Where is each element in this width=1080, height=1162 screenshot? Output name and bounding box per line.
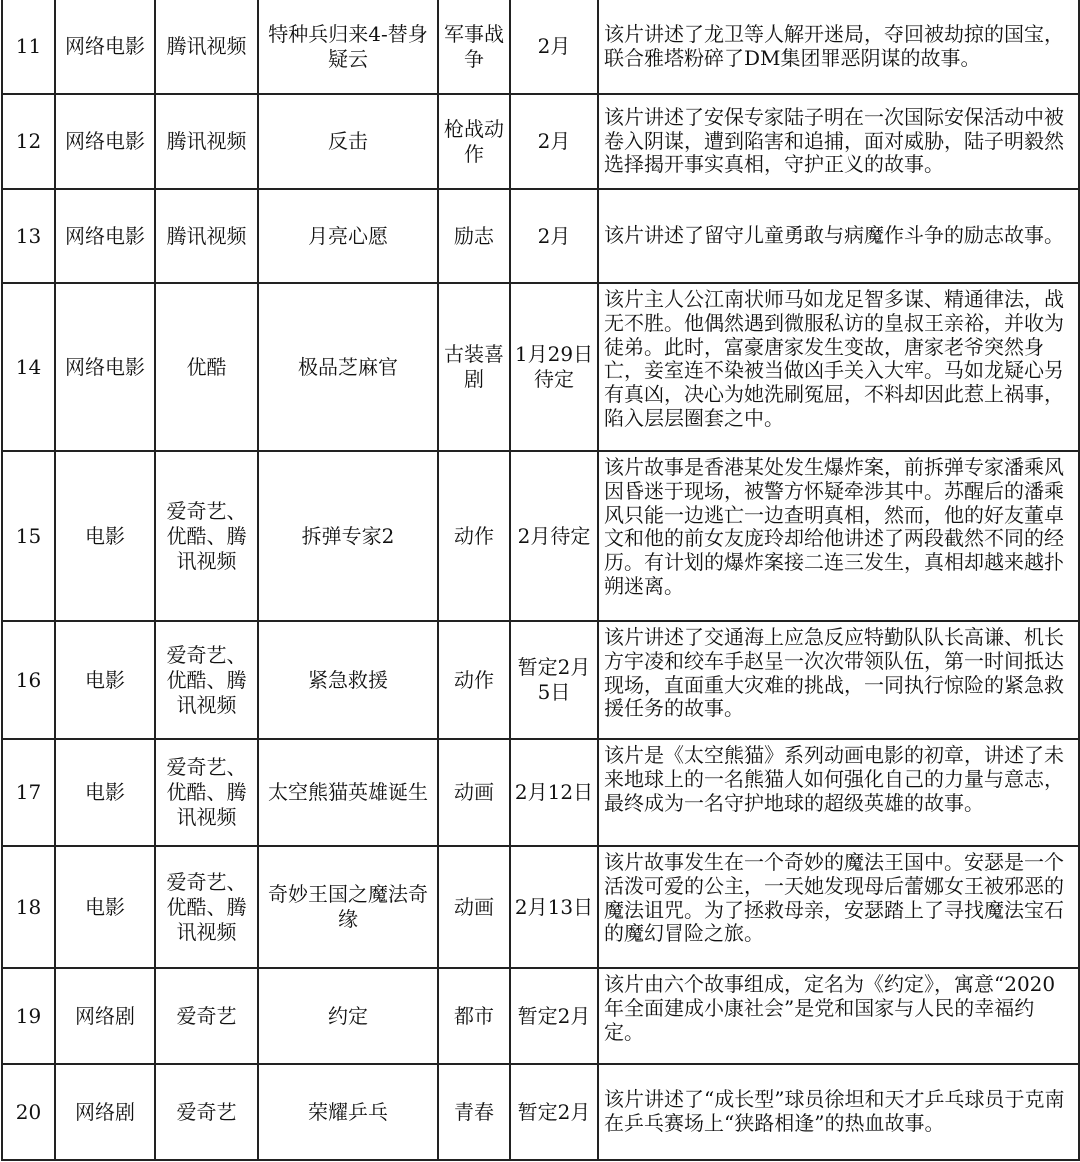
genre: 军事战争 <box>438 0 510 94</box>
synopsis: 该片讲述了留守儿童勇敢与病魔作斗争的励志故事。 <box>598 189 1079 283</box>
synopsis: 该片讲述了交通海上应急反应特勤队队长高谦、机长方宇凌和绞车手赵呈一次次带领队伍，第一时间抵达现场，直面重大灾难的挑战，一同执行惊险的紧急救援任务的故事。 <box>598 621 1079 739</box>
content-type: 电影 <box>55 846 155 968</box>
title: 特种兵归来4-替身疑云 <box>258 0 438 94</box>
content-type: 网络剧 <box>55 968 155 1064</box>
release-date: 2月12日 <box>510 739 598 846</box>
table-row <box>2 1064 1079 1160</box>
platform: 爱奇艺 <box>155 1064 258 1160</box>
genre: 枪战动作 <box>438 94 510 189</box>
row-number: 19 <box>2 968 55 1064</box>
table-row <box>2 451 1079 621</box>
table-row <box>2 621 1079 739</box>
table-row <box>2 846 1079 968</box>
release-date: 暂定2月5日 <box>510 621 598 739</box>
platform: 爱奇艺、优酷、腾讯视频 <box>155 846 258 968</box>
synopsis: 该片故事是香港某处发生爆炸案，前拆弹专家潘乘风因昏迷于现场，被警方怀疑牵涉其中。苏醒后的潘乘风只能一边逃亡一边查明真相，然而，他的好友董卓文和他的前女友庞玲却给他讲述了两段截然不同的经历。有计划的爆炸案接二连三发生，真相却越来越扑朔迷离。 <box>598 451 1079 621</box>
platform: 腾讯视频 <box>155 94 258 189</box>
row-number: 13 <box>2 189 55 283</box>
row-number: 18 <box>2 846 55 968</box>
title: 反击 <box>258 94 438 189</box>
title: 拆弹专家2 <box>258 451 438 621</box>
release-date: 2月 <box>510 189 598 283</box>
platform: 爱奇艺 <box>155 968 258 1064</box>
genre: 青春 <box>438 1064 510 1160</box>
row-number: 11 <box>2 0 55 94</box>
release-date: 1月29日待定 <box>510 283 598 451</box>
title: 极品芝麻官 <box>258 283 438 451</box>
platform: 爱奇艺、优酷、腾讯视频 <box>155 621 258 739</box>
title: 太空熊猫英雄诞生 <box>258 739 438 846</box>
synopsis: 该片讲述了“成长型”球员徐坦和天才乒乓球员于克南在乒乓赛场上“狭路相逢”的热血故事。 <box>598 1064 1079 1160</box>
row-number: 17 <box>2 739 55 846</box>
genre: 动画 <box>438 846 510 968</box>
synopsis: 该片是《太空熊猫》系列动画电影的初章，讲述了未来地球上的一名熊猫人如何强化自己的力量与意志，最终成为一名守护地球的超级英雄的故事。 <box>598 739 1079 846</box>
content-type: 电影 <box>55 621 155 739</box>
content-type: 网络电影 <box>55 283 155 451</box>
table-row <box>2 189 1079 283</box>
genre: 动作 <box>438 451 510 621</box>
title: 荣耀乒乓 <box>258 1064 438 1160</box>
release-date: 暂定2月 <box>510 1064 598 1160</box>
row-number: 12 <box>2 94 55 189</box>
row-number: 20 <box>2 1064 55 1160</box>
release-date: 2月 <box>510 0 598 94</box>
title: 紧急救援 <box>258 621 438 739</box>
platform: 腾讯视频 <box>155 0 258 94</box>
genre: 古装喜剧 <box>438 283 510 451</box>
synopsis: 该片故事发生在一个奇妙的魔法王国中。安瑟是一个活泼可爱的公主，一天她发现母后蕾娜女王被邪恶的魔法诅咒。为了拯救母亲，安瑟踏上了寻找魔法宝石的魔幻冒险之旅。 <box>598 846 1079 968</box>
release-date: 2月13日 <box>510 846 598 968</box>
release-date: 2月待定 <box>510 451 598 621</box>
table-row <box>2 739 1079 846</box>
platform: 爱奇艺、优酷、腾讯视频 <box>155 739 258 846</box>
release-schedule-table <box>1 0 1080 1161</box>
row-number: 14 <box>2 283 55 451</box>
synopsis: 该片讲述了龙卫等人解开迷局，夺回被劫掠的国宝，联合雅塔粉碎了DM集团罪恶阴谋的故事。 <box>598 0 1079 94</box>
table-row <box>2 0 1079 94</box>
release-date: 2月 <box>510 94 598 189</box>
release-date: 暂定2月 <box>510 968 598 1064</box>
synopsis: 该片主人公江南状师马如龙足智多谋、精通律法，战无不胜。他偶然遇到微服私访的皇叔王亲裕，并收为徒弟。此时，富豪唐家发生变故，唐家老爷突然身亡，妾室连不染被当做凶手关入大牢。马如龙疑心另有真凶，决心为她洗刷冤屈，不料却因此惹上祸事，陷入层层圈套之中。 <box>598 283 1079 451</box>
table-row <box>2 283 1079 451</box>
platform: 优酷 <box>155 283 258 451</box>
title: 月亮心愿 <box>258 189 438 283</box>
content-type: 网络电影 <box>55 94 155 189</box>
content-type: 网络电影 <box>55 189 155 283</box>
synopsis: 该片由六个故事组成，定名为《约定》，寓意“2020年全面建成小康社会”是党和国家与人民的幸福约定。 <box>598 968 1079 1064</box>
content-type: 网络电影 <box>55 0 155 94</box>
content-type: 电影 <box>55 451 155 621</box>
genre: 都市 <box>438 968 510 1064</box>
title: 约定 <box>258 968 438 1064</box>
synopsis: 该片讲述了安保专家陆子明在一次国际安保活动中被卷入阴谋，遭到陷害和追捕，面对威胁，陆子明毅然选择揭开事实真相，守护正义的故事。 <box>598 94 1079 189</box>
table-row <box>2 968 1079 1064</box>
genre: 动作 <box>438 621 510 739</box>
row-number: 15 <box>2 451 55 621</box>
genre: 动画 <box>438 739 510 846</box>
row-number: 16 <box>2 621 55 739</box>
platform: 爱奇艺、优酷、腾讯视频 <box>155 451 258 621</box>
title: 奇妙王国之魔法奇缘 <box>258 846 438 968</box>
table-row <box>2 94 1079 189</box>
genre: 励志 <box>438 189 510 283</box>
content-type: 网络剧 <box>55 1064 155 1160</box>
platform: 腾讯视频 <box>155 189 258 283</box>
content-type: 电影 <box>55 739 155 846</box>
